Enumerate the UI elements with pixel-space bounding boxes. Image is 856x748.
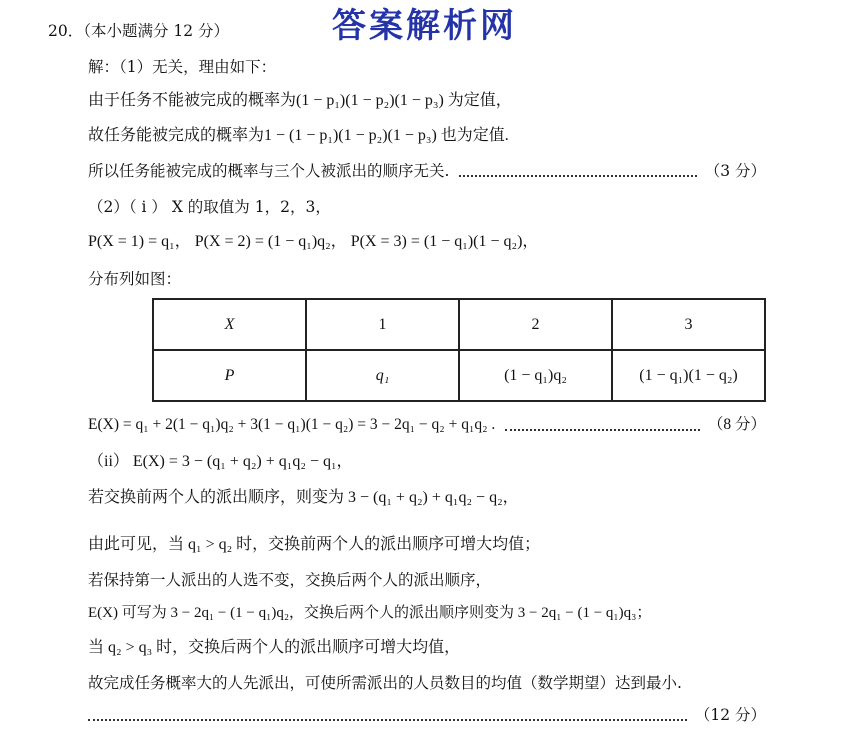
solution-line-8 [88, 414, 766, 436]
solution-line-16 [88, 704, 766, 726]
table-cell: q₁ [306, 350, 459, 401]
solution-line-6: P(X = 1) = q₁， P(X = 2) = (1 − q₁)q₂， P(X = 3) = (1 − q₁)(1 − q₂)， [88, 233, 539, 250]
problem-number: 20．（本小题满分 12 分） [48, 22, 230, 40]
dot-leader [459, 165, 696, 177]
distribution-table [152, 298, 766, 402]
solution-line-4-text: 所以任务能被完成的概率与三个人被派出的顺序无关. [88, 162, 450, 180]
solution-line-11: 由此可见，当 q₁ > q₂ 时，交换前两个人的派出顺序可增大均值； [88, 536, 541, 553]
solution-line-1: 解：（1）无关，理由如下： [88, 58, 277, 76]
solution-line-12: 若保持第一人派出的人选不变，交换后两个人的派出顺序， [88, 571, 492, 589]
table-cell: 2 [459, 299, 612, 350]
dot-leader [505, 419, 700, 431]
table-cell: 3 [612, 299, 765, 350]
solution-line-14: 当 q₂ > q₃ 时，交换后两个人的派出顺序可增大均值， [88, 639, 461, 656]
score-12: （12 分） [694, 706, 766, 724]
table-cell: (1 − q₁)q₂ [459, 350, 612, 401]
solution-line-15: 故完成任务概率大的人先派出，可使所需派出的人员数目的均值（数学期望）达到最小. [88, 674, 682, 692]
solution-line-9: （ii） E(X) = 3 − (q₁ + q₂) + q₁q₂ − q₁， [88, 453, 353, 470]
table-row [153, 350, 765, 401]
solution-line-8-text: E(X) = q₁ + 2(1 − q₁)q₂ + 3(1 − q₁)(1 − q₂) = 3 − 2q₁ − q₂ + q₁q₂ . [88, 416, 496, 433]
solution-line-10: 若交换前两个人的派出顺序，则变为 3 − (q₁ + q₂) + q₁q₂ − q₂， [88, 489, 519, 506]
solution-line-13: E(X) 可写为 3 − 2q₁ − (1 − q₁)q₂，交换后两个人的派出顺序则变为 3 − 2q₁ − (1 − q₁)q₃； [88, 605, 652, 621]
table-cell-p-label: P [153, 350, 306, 401]
table-cell: (1 − q₁)(1 − q₂) [612, 350, 765, 401]
score-3: （3 分） [704, 162, 766, 180]
table-cell: 1 [306, 299, 459, 350]
solution-line-7: 分布列如图： [88, 270, 182, 288]
score-8: （8 分） [707, 416, 766, 433]
solution-line-4 [88, 160, 766, 182]
watermark-logo: 答案解析网 [332, 6, 517, 46]
table-cell-x-label: X [153, 299, 306, 350]
solution-line-5: （2）（ i ） X 的取值为 1，2，3， [88, 198, 331, 216]
table-row [153, 299, 765, 350]
solution-line-2: 由于任务不能被完成的概率为(1 − p₁)(1 − p₂)(1 − p₃) 为定值， [88, 92, 512, 109]
solution-line-3: 故任务能被完成的概率为1 − (1 − p₁)(1 − p₂)(1 − p₃) 也为定值. [88, 127, 509, 144]
dot-leader [88, 709, 687, 721]
